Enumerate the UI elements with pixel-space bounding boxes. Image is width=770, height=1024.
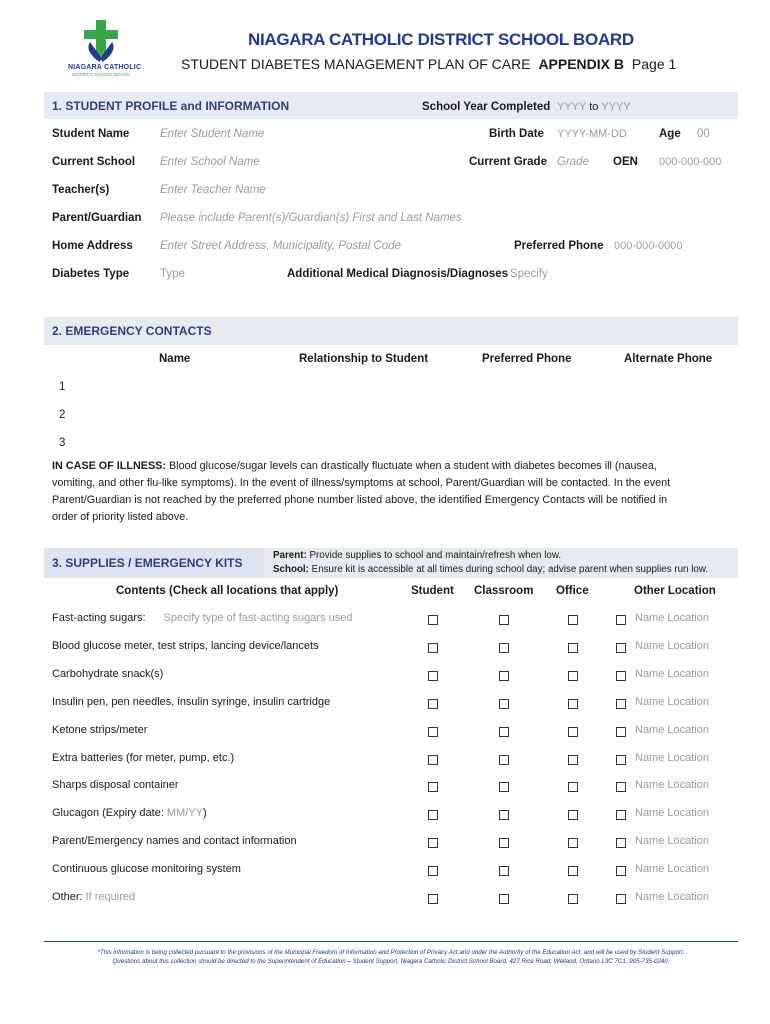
illness-notice xyxy=(52,458,742,526)
parent-label: Parent/Guardian xyxy=(52,212,142,224)
student-checkbox[interactable] xyxy=(428,755,438,765)
classroom-checkbox[interactable] xyxy=(499,782,509,792)
supply-row xyxy=(52,752,234,764)
preferred-phone-label: Preferred Phone xyxy=(514,240,604,252)
current-school-input[interactable]: Enter School Name xyxy=(160,156,260,168)
other-location-input[interactable]: Name Location xyxy=(635,724,709,736)
classroom-checkbox[interactable] xyxy=(499,894,509,904)
supply-label: Other: xyxy=(52,891,83,903)
office-checkbox[interactable] xyxy=(568,782,578,792)
supply-row xyxy=(52,863,241,875)
illness-line-2: vomiting, and other flu-like symptoms). In the event of illness/symptoms at school, Parent/Guardian will be contacted. In the event xyxy=(52,477,671,489)
contents-header: Contents (Check all locations that apply) xyxy=(116,585,339,597)
teacher-input[interactable]: Enter Teacher Name xyxy=(160,184,266,196)
oen-label: OEN xyxy=(613,156,638,168)
other-location-checkbox[interactable] xyxy=(616,866,626,876)
other-location-checkbox[interactable] xyxy=(616,838,626,848)
diabetes-type-input[interactable]: Type xyxy=(160,268,185,280)
student-checkbox[interactable] xyxy=(428,894,438,904)
classroom-checkbox[interactable] xyxy=(499,671,509,681)
age-input[interactable]: 00 xyxy=(697,128,710,140)
contact-row-3[interactable]: 3 xyxy=(59,437,66,449)
supply-label: Continuous glucose monitoring system xyxy=(52,863,241,875)
supply-label: Parent/Emergency names and contact information xyxy=(52,835,297,847)
classroom-checkbox[interactable] xyxy=(499,755,509,765)
other-location-checkbox[interactable] xyxy=(616,615,626,625)
supply-row xyxy=(52,891,135,903)
parent-input[interactable]: Please include Parent(s)/Guardian(s) First and Last Names xyxy=(160,212,462,224)
logo-text: NIAGARA CATHOLIC xyxy=(68,64,142,71)
student-checkbox[interactable] xyxy=(428,699,438,709)
form-title: STUDENT DIABETES MANAGEMENT PLAN OF CARE xyxy=(181,56,531,72)
office-checkbox[interactable] xyxy=(568,671,578,681)
additional-diagnosis-label: Additional Medical Diagnosis/Diagnoses xyxy=(287,268,509,280)
supply-row xyxy=(52,807,207,819)
other-location-input[interactable]: Name Location xyxy=(635,863,709,875)
teacher-label: Teacher(s) xyxy=(52,184,110,196)
supply-label: Extra batteries (for meter, pump, etc.) xyxy=(52,752,235,764)
office-checkbox[interactable] xyxy=(568,699,578,709)
office-checkbox[interactable] xyxy=(568,615,578,625)
contacts-col-name: Name xyxy=(159,353,191,365)
supply-label: Ketone strips/meter xyxy=(52,724,148,736)
logo-subtext: DISTRICT SCHOOL BOARD xyxy=(72,72,131,77)
other-location-input[interactable]: Name Location xyxy=(635,640,709,652)
other-location-input[interactable]: Name Location xyxy=(635,668,709,680)
classroom-checkbox[interactable] xyxy=(499,615,509,625)
oen-input[interactable]: 000-000-000 xyxy=(659,156,722,168)
student-checkbox[interactable] xyxy=(428,727,438,737)
supply-row xyxy=(52,640,319,652)
office-checkbox[interactable] xyxy=(568,810,578,820)
other-location-input[interactable]: Name Location xyxy=(635,752,709,764)
office-checkbox[interactable] xyxy=(568,755,578,765)
supply-label: Carbohydrate snack(s) xyxy=(52,668,164,680)
other-location-input[interactable]: Name Location xyxy=(635,807,709,819)
office-checkbox[interactable] xyxy=(568,866,578,876)
school-year-to[interactable]: YYYY xyxy=(601,101,631,113)
footer-line-1: *This information is being collected pursuant to the provisions of the Municipal Freedom of Information and Protection of Privacy Act and under the Authority of the Education Act, and will be used by Student Support. xyxy=(97,949,685,956)
col-office: Office xyxy=(556,585,589,597)
supply-row xyxy=(52,696,330,708)
classroom-checkbox[interactable] xyxy=(499,810,509,820)
parent-instructions: Provide supplies to school and maintain/refresh when low. xyxy=(309,550,562,561)
classroom-checkbox[interactable] xyxy=(499,699,509,709)
office-checkbox[interactable] xyxy=(568,643,578,653)
supply-label: Fast-acting sugars: xyxy=(52,612,146,624)
illness-lead: IN CASE OF ILLNESS: xyxy=(52,460,166,472)
supply-row xyxy=(52,779,179,791)
other-location-input[interactable]: Name Location xyxy=(635,779,709,791)
supply-label: Glucagon (Expiry date: xyxy=(52,807,164,819)
student-checkbox[interactable] xyxy=(428,671,438,681)
supply-row xyxy=(52,668,163,680)
contact-row-2[interactable]: 2 xyxy=(59,409,66,421)
student-name-label: Student Name xyxy=(52,128,130,140)
board-name: NIAGARA CATHOLIC DISTRICT SCHOOL BOARD xyxy=(248,30,634,49)
diabetes-type-label: Diabetes Type xyxy=(52,268,130,280)
additional-diagnosis-input[interactable]: Specify xyxy=(510,268,548,280)
student-name-input[interactable]: Enter Student Name xyxy=(160,128,265,140)
other-location-checkbox[interactable] xyxy=(616,727,626,737)
supply-label-suffix: ) xyxy=(202,807,207,819)
section1-title: 1. STUDENT PROFILE and INFORMATION xyxy=(52,99,290,113)
supply-specify-input[interactable]: MM/YY xyxy=(166,807,203,819)
contacts-col-relationship: Relationship to Student xyxy=(299,353,429,365)
classroom-checkbox[interactable] xyxy=(499,838,509,848)
other-location-input[interactable]: Name Location xyxy=(635,696,709,708)
form-title-line xyxy=(181,56,676,72)
other-location-checkbox[interactable] xyxy=(616,810,626,820)
contacts-col-preferred-phone: Preferred Phone xyxy=(482,353,572,365)
student-checkbox[interactable] xyxy=(428,838,438,848)
parent-lead: Parent: xyxy=(273,550,307,561)
footer-line-2: Questions about this collection should be directed to the Superintendent of Education – Student Support, Niagara Catholic District School Board, 427 Rice Road, Welland, Ontario L3C 7C1, 905-735-0240. xyxy=(112,958,670,965)
other-location-input[interactable]: Name Location xyxy=(635,891,709,903)
appendix-label: APPENDIX B xyxy=(538,56,625,72)
supply-row xyxy=(52,724,147,736)
school-year-to-word: to xyxy=(589,101,599,113)
footer-rule xyxy=(44,941,738,942)
office-checkbox[interactable] xyxy=(568,727,578,737)
other-location-checkbox[interactable] xyxy=(616,894,626,904)
preferred-phone-input[interactable]: 000-000-0000 xyxy=(614,240,683,252)
student-checkbox[interactable] xyxy=(428,810,438,820)
school-instructions: Ensure kit is accessible at all times during school day; advise parent when supplies run low. xyxy=(311,564,709,575)
birth-date-input[interactable]: YYYY-MM-DD xyxy=(557,128,627,140)
supply-label: Insulin pen, pen needles, insulin syringe, insulin cartridge xyxy=(52,696,331,708)
classroom-checkbox[interactable] xyxy=(499,727,509,737)
other-location-checkbox[interactable] xyxy=(616,671,626,681)
classroom-checkbox[interactable] xyxy=(499,866,509,876)
col-student: Student xyxy=(411,585,454,597)
student-checkbox[interactable] xyxy=(428,615,438,625)
school-lead: School: xyxy=(273,564,309,575)
school-year-field[interactable] xyxy=(557,101,631,113)
student-checkbox[interactable] xyxy=(428,643,438,653)
birth-date-label: Birth Date xyxy=(489,128,544,140)
supply-row xyxy=(52,612,352,624)
col-classroom: Classroom xyxy=(474,585,534,597)
page-number: Page 1 xyxy=(631,56,677,72)
student-checkbox[interactable] xyxy=(428,782,438,792)
classroom-checkbox[interactable] xyxy=(499,643,509,653)
section2-title: 2. EMERGENCY CONTACTS xyxy=(52,324,212,338)
current-school-label: Current School xyxy=(52,156,136,168)
section3-title: 3. SUPPLIES / EMERGENCY KITS xyxy=(52,556,243,570)
other-location-input[interactable]: Name Location xyxy=(635,835,709,847)
school-year-label: School Year Completed xyxy=(422,101,551,113)
supply-specify-input[interactable]: Specify type of fast-acting sugars used xyxy=(163,612,353,624)
supply-label: Blood glucose meter, test strips, lancing device/lancets xyxy=(52,640,319,652)
contact-row-1[interactable]: 1 xyxy=(59,381,66,393)
illness-line-4: order of priority listed above. xyxy=(52,511,189,523)
school-year-from[interactable]: YYYY xyxy=(557,101,587,113)
current-grade-input[interactable]: Grade xyxy=(557,156,589,168)
supply-label: Sharps disposal container xyxy=(52,779,179,791)
col-other-location: Other Location xyxy=(634,585,716,597)
supplies-instructions xyxy=(273,549,708,577)
other-location-checkbox[interactable] xyxy=(616,755,626,765)
other-location-checkbox[interactable] xyxy=(616,782,626,792)
supply-row xyxy=(52,835,297,847)
other-location-input[interactable]: Name Location xyxy=(635,612,709,624)
supply-specify-input[interactable]: If required xyxy=(85,891,136,903)
other-location-checkbox[interactable] xyxy=(616,643,626,653)
current-grade-label: Current Grade xyxy=(469,156,547,168)
illness-line-1: Blood glucose/sugar levels can drastically fluctuate when a student with diabetes becomes ill (nausea, xyxy=(168,460,657,472)
home-address-label: Home Address xyxy=(52,240,133,252)
student-checkbox[interactable] xyxy=(428,866,438,876)
age-label: Age xyxy=(659,128,681,140)
office-checkbox[interactable] xyxy=(568,838,578,848)
home-address-input[interactable]: Enter Street Address, Municipality, Postal Code xyxy=(160,240,401,252)
illness-line-3: Parent/Guardian is not reached by the preferred phone number listed above, the identified Emergency Contacts will be notified in xyxy=(52,494,668,506)
office-checkbox[interactable] xyxy=(568,894,578,904)
contacts-col-alternate-phone: Alternate Phone xyxy=(624,353,713,365)
other-location-checkbox[interactable] xyxy=(616,699,626,709)
